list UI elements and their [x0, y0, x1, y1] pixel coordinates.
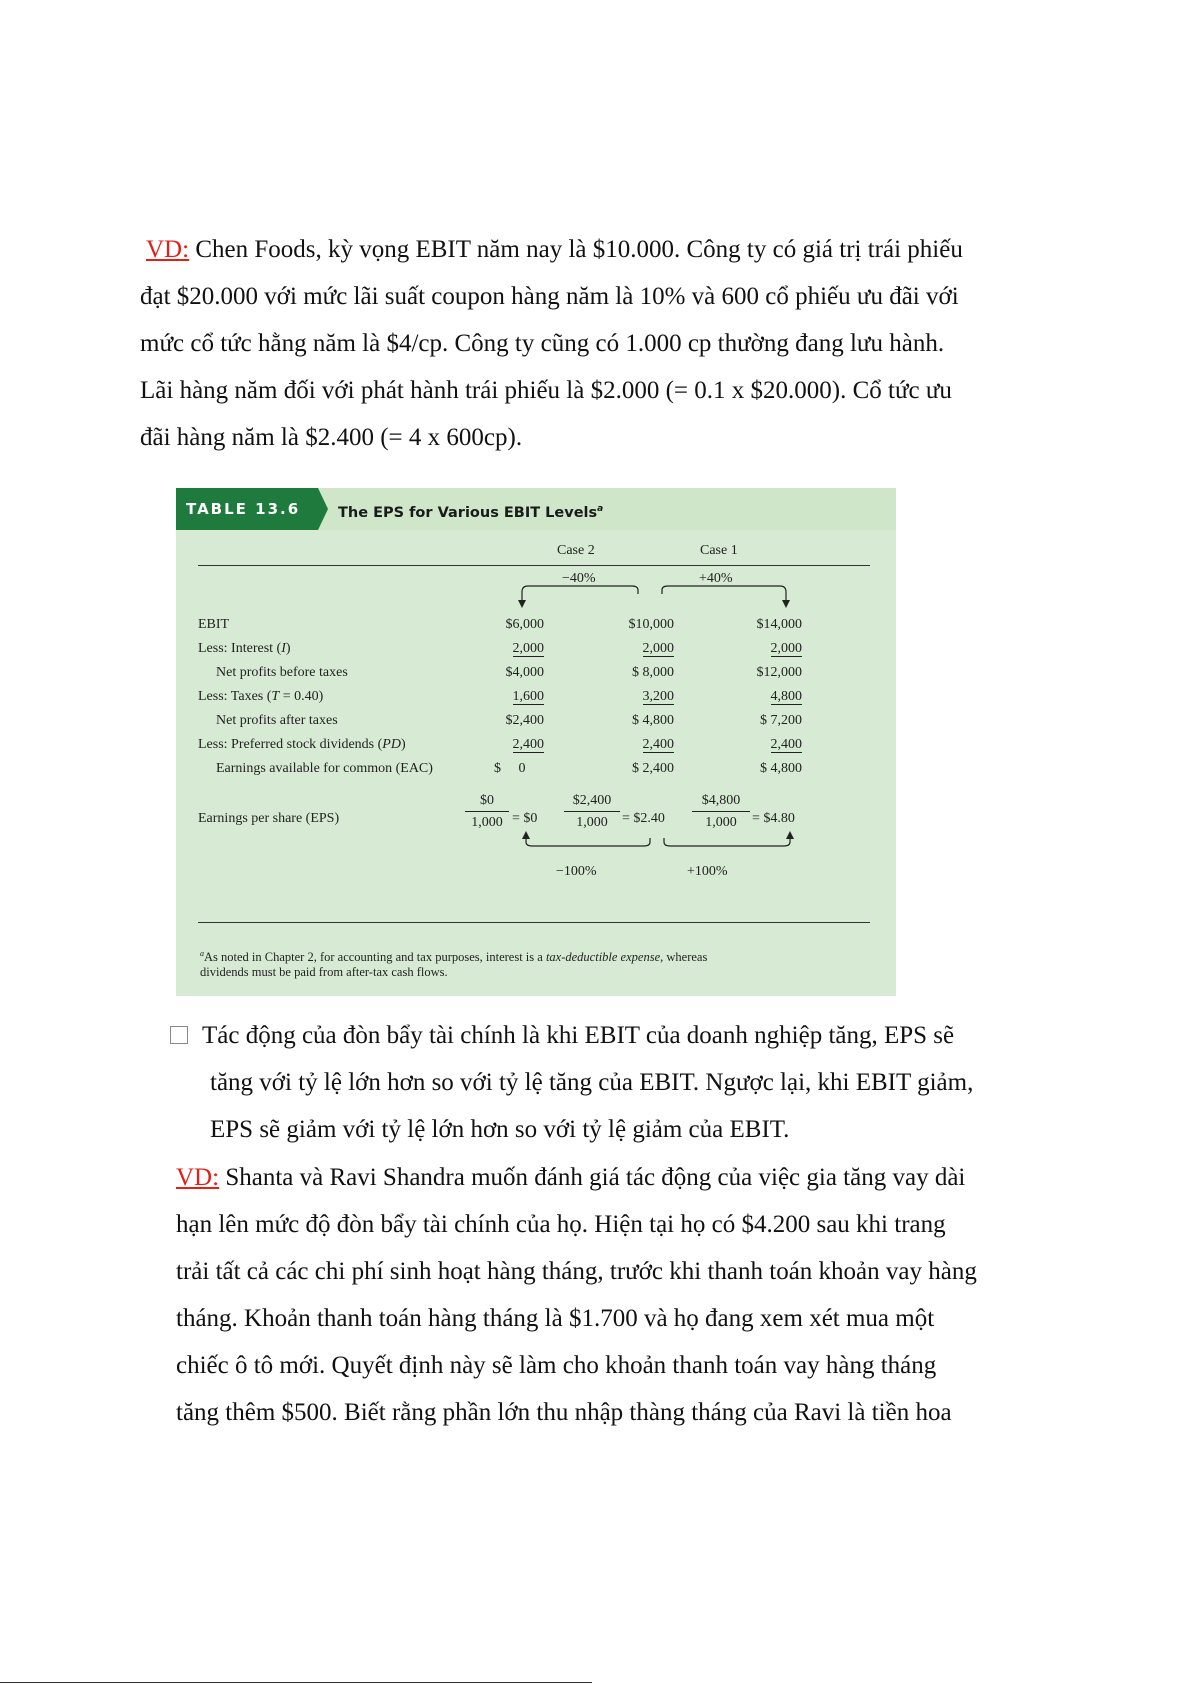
table-title: The EPS for Various EBIT Levels$^a$	[338, 504, 604, 521]
text-line: tăng thêm $500. Biết rằng phần lớn thu nhập thàng tháng của Ravi là tiền hoa	[176, 1399, 952, 1426]
text-line: Tác động của đòn bẩy tài chính là khi EBIT của doanh nghiệp tăng, EPS sẽ	[202, 1022, 955, 1049]
eps-table-figure	[176, 488, 896, 996]
table-cell: $14,000	[756, 617, 802, 632]
row-label: Net profits after taxes	[216, 713, 338, 728]
footnote-separator	[0, 1682, 592, 1683]
table-cell: 2,000	[642, 641, 674, 656]
text-line: Lãi hàng năm đối với phát hành trái phiếu là $2.000 (= 0.1 x $20.000). Cổ tức ưu	[140, 377, 952, 404]
row-label: Earnings available for common (EAC)	[216, 761, 433, 776]
row-label: Less: Taxes (T = 0.40)	[198, 689, 324, 704]
vd-label: VD:	[176, 1164, 220, 1191]
pct-plus100: +100%	[687, 864, 728, 879]
table-cell: 1,600	[512, 689, 544, 704]
text-line: chiếc ô tô mới. Quyết định này sẽ làm cho khoản thanh toán vay hàng tháng	[176, 1352, 937, 1379]
intro-paragraph	[140, 226, 963, 461]
table-cell: $ 2,400	[632, 761, 674, 776]
text-line: tháng. Khoản thanh toán hàng tháng là $1.700 và họ đang xem xét mua một	[176, 1305, 935, 1332]
footnote-text: dividends must be paid from after-tax cash flows.	[200, 965, 448, 980]
eps-fraction: $\frac{\$0}{1,000}$	[465, 793, 509, 831]
eps-label: Earnings per share (EPS)	[198, 811, 340, 826]
table-cell: $6,000	[505, 617, 544, 632]
eps-result: = $2.40	[622, 811, 665, 826]
row-label: Less: Interest (I)	[198, 641, 291, 656]
table-cell: 3,200	[642, 689, 674, 704]
footnote-text: As noted in Chapter 2, for accounting and tax purposes, interest is a tax-deductible expense, whereas	[204, 950, 708, 965]
table-cell: 2,400	[512, 737, 544, 752]
text-line: đạt $20.000 với mức lãi suất coupon hàng năm là 10% và 600 cổ phiếu ưu đãi với	[140, 283, 959, 310]
text-line: đãi hàng năm là $2.400 (= 4 x 600cp).	[140, 424, 523, 451]
table-cell: 2,400	[642, 737, 674, 752]
text-line: mức cổ tức hằng năm là $4/cp. Công ty cũng có 1.000 cp thường đang lưu hành.	[140, 330, 945, 357]
table-cell: 2,000	[512, 641, 544, 656]
checkbox-bullet-icon	[170, 1026, 188, 1044]
row-label: Less: Preferred stock dividends (PD)	[198, 737, 406, 752]
table-cell: $ 4,800	[632, 713, 674, 728]
eps-fraction: $\frac{\$4,800}{1,000}$	[692, 793, 750, 831]
table-cell: $ 7,200	[760, 713, 802, 728]
table-cell: 2,000	[770, 641, 802, 656]
text-line: tăng với tỷ lệ lớn hơn so với tỷ lệ tăng của EBIT. Ngược lại, khi EBIT giảm,	[210, 1069, 974, 1096]
text-line: hạn lên mức độ đòn bẩy tài chính của họ. Hiện tại họ có $4.200 sau khi trang	[176, 1211, 946, 1238]
table-cell: $10,000	[628, 617, 674, 632]
table-cell: $ 8,000	[632, 665, 674, 680]
table-cell: $ 4,800	[760, 761, 802, 776]
pct-minus100: −100%	[556, 864, 597, 879]
case1-header: Case 1	[700, 543, 738, 558]
pct-minus40: −40%	[562, 571, 596, 586]
pct-plus40: +40%	[699, 571, 733, 586]
table-cell: 4,800	[770, 689, 802, 704]
table-cell: $2,400	[505, 713, 544, 728]
eps-result: = $4.80	[752, 811, 795, 826]
row-label: EBIT	[198, 617, 230, 632]
text-line: EPS sẽ giảm với tỷ lệ lớn hơn so với tỷ lệ giảm của EBIT.	[210, 1116, 790, 1143]
table-cell: $12,000	[756, 665, 802, 680]
case2-header: Case 2	[557, 543, 595, 558]
example-paragraph	[176, 1154, 977, 1436]
table-cell: $4,000	[505, 665, 544, 680]
text-line: Chen Foods, kỳ vọng EBIT năm nay là $10.000. Công ty có giá trị trái phiếu	[195, 236, 963, 263]
eps-result: = $0	[512, 811, 538, 826]
row-label: Net profits before taxes	[216, 665, 348, 680]
table-number: TABLE 13.6	[176, 488, 318, 530]
table-cell: 2,400	[770, 737, 802, 752]
table-cell: $ 0	[494, 761, 526, 776]
vd-label: VD:	[146, 236, 190, 263]
text-line: Shanta và Ravi Shandra muốn đánh giá tác động của việc gia tăng vay dài	[225, 1164, 966, 1191]
eps-fraction: $\frac{\$2,400}{1,000}$	[564, 793, 620, 831]
bottom-rule	[198, 922, 870, 923]
text-line: trải tất cả các chi phí sinh hoạt hàng tháng, trước khi thanh toán khoản vay hàng	[176, 1258, 977, 1285]
bullet-paragraph	[170, 1012, 973, 1153]
table-footnote: $^a$As noted in Chapter 2, for accounting and tax purposes, interest is a tax-deductible expense, whereas dividends must be paid from after-tax cash flows.	[200, 949, 708, 980]
